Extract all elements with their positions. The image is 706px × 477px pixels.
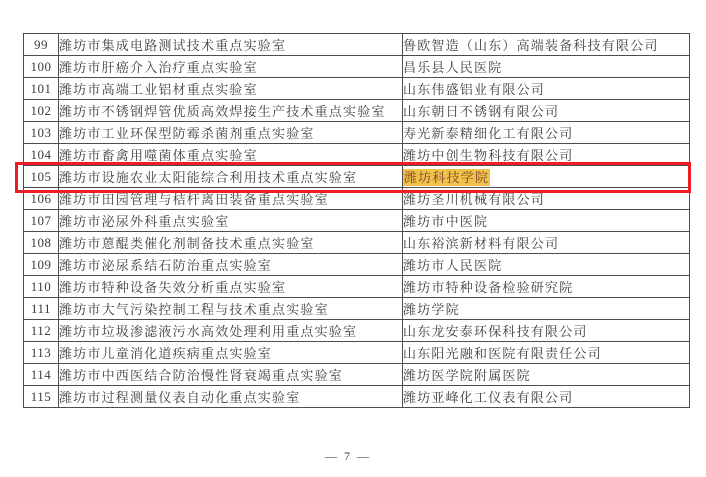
table-row [24,122,690,144]
org-name: 潍坊市人民医院 [403,254,690,276]
lab-name: 潍坊市工业环保型防霉杀菌剂重点实验室 [59,122,403,144]
page-number: — 7 — [325,449,371,463]
row-number: 112 [24,320,59,342]
row-number: 101 [24,78,59,100]
table-row [24,166,690,188]
row-number: 107 [24,210,59,232]
org-name: 潍坊圣川机械有限公司 [403,188,690,210]
table-row [24,34,690,56]
table-row [24,56,690,78]
lab-name: 潍坊市肝癌介入治疗重点实验室 [59,56,403,78]
org-name: 昌乐县人民医院 [403,56,690,78]
lab-name: 潍坊市过程测量仪表自动化重点实验室 [59,386,403,408]
org-name: 寿光新泰精细化工有限公司 [403,122,690,144]
table-row [24,100,690,122]
table-row [24,78,690,100]
lab-name: 潍坊市大气污染控制工程与技术重点实验室 [59,298,403,320]
org-name: 鲁欧智造（山东）高端装备科技有限公司 [403,34,690,56]
row-number: 113 [24,342,59,364]
table-row [24,298,690,320]
org-name: 山东龙安泰环保科技有限公司 [403,320,690,342]
table-row [24,144,690,166]
row-number: 99 [24,34,59,56]
lab-name: 潍坊市泌尿系结石防治重点实验室 [59,254,403,276]
lab-name: 潍坊市泌尿外科重点实验室 [59,210,403,232]
org-name: 潍坊市中医院 [403,210,690,232]
org-name: 潍坊市特种设备检验研究院 [403,276,690,298]
lab-name: 潍坊市不锈钢焊管优质高效焊接生产技术重点实验室 [59,100,403,122]
lab-name: 潍坊市特种设备失效分析重点实验室 [59,276,403,298]
table-body [24,34,690,408]
lab-name: 潍坊市蒽醌类催化剂制备技术重点实验室 [59,232,403,254]
lab-name: 潍坊市畜禽用噬菌体重点实验室 [59,144,403,166]
row-number: 115 [24,386,59,408]
table-row [24,364,690,386]
org-name: 潍坊学院 [403,298,690,320]
lab-name: 潍坊市垃圾渗滤液污水高效处理利用重点实验室 [59,320,403,342]
row-number: 103 [24,122,59,144]
row-number: 109 [24,254,59,276]
lab-name: 潍坊市集成电路测试技术重点实验室 [59,34,403,56]
lab-name: 潍坊市儿童消化道疾病重点实验室 [59,342,403,364]
lab-name: 潍坊市设施农业太阳能综合利用技术重点实验室 [59,166,403,188]
table-row [24,232,690,254]
table-row [24,342,690,364]
org-name: 潍坊医学院附属医院 [403,364,690,386]
row-number: 110 [24,276,59,298]
row-number: 100 [24,56,59,78]
org-name [403,166,690,188]
org-name: 山东阳光融和医院有限责任公司 [403,342,690,364]
org-name: 潍坊亚峰化工仪表有限公司 [403,386,690,408]
highlighted-org: 潍坊科技学院 [404,170,490,185]
row-number: 114 [24,364,59,386]
row-number: 105 [24,166,59,188]
row-number: 106 [24,188,59,210]
lab-name: 潍坊市中西医结合防治慢性肾衰竭重点实验室 [59,364,403,386]
row-number: 102 [24,100,59,122]
org-name: 山东朝日不锈钢有限公司 [403,100,690,122]
row-number: 104 [24,144,59,166]
key-laboratory-table [23,33,690,408]
org-name: 山东伟盛铝业有限公司 [403,78,690,100]
table-row [24,320,690,342]
table-row [24,188,690,210]
org-name: 山东裕滨新材料有限公司 [403,232,690,254]
lab-name: 潍坊市高端工业铝材重点实验室 [59,78,403,100]
table-row [24,254,690,276]
lab-name: 潍坊市田园管理与桔杆离田装备重点实验室 [59,188,403,210]
table-row [24,386,690,408]
org-name: 潍坊中创生物科技有限公司 [403,144,690,166]
table-row [24,276,690,298]
row-number: 111 [24,298,59,320]
row-number: 108 [24,232,59,254]
table-row [24,210,690,232]
